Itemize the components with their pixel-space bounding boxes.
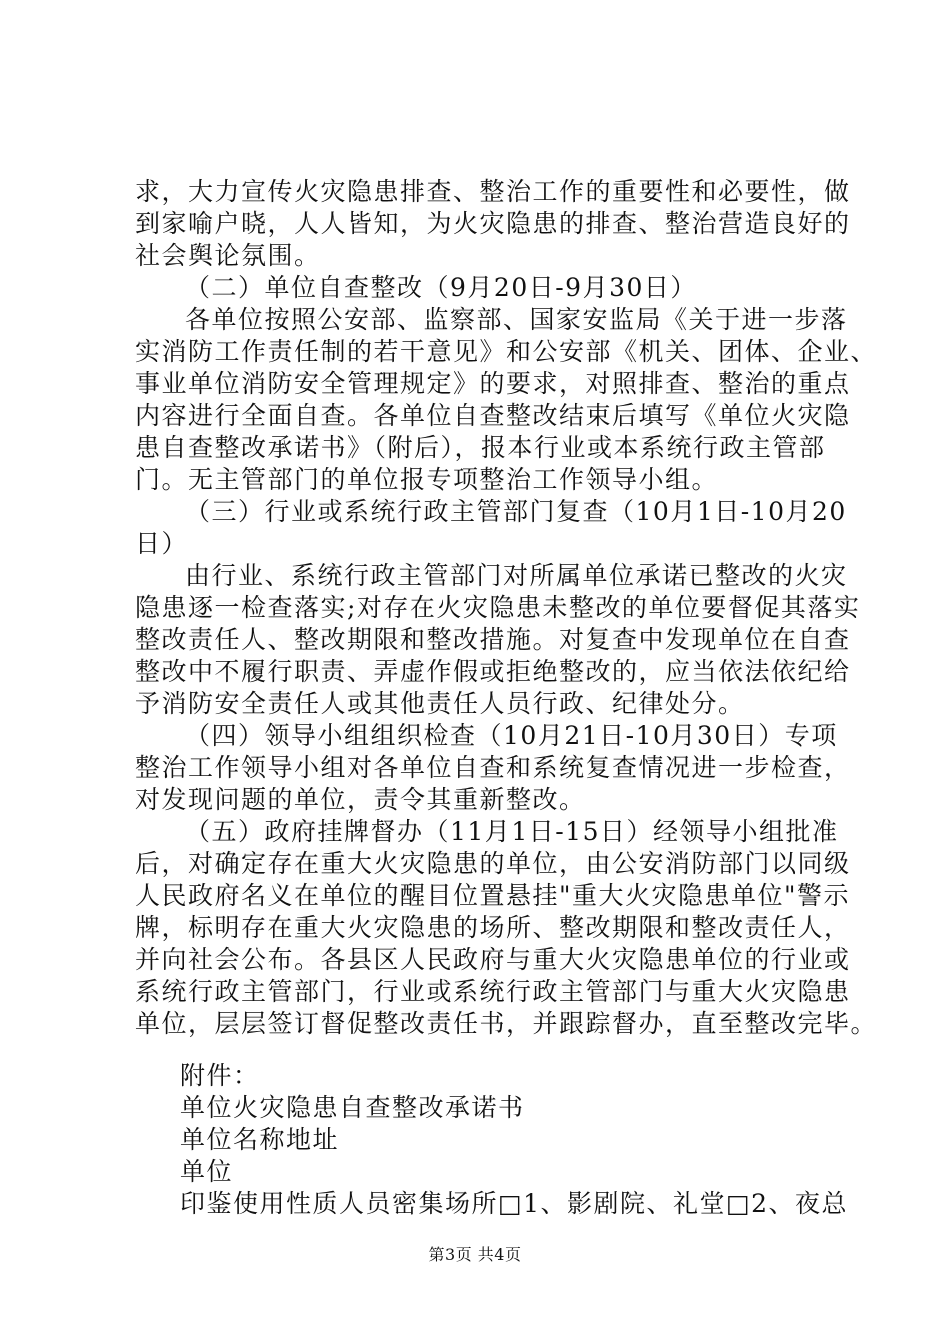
text-line: 实消防工作责任制的若干意见》和公安部《机关、团体、企业、 [135, 337, 878, 366]
text-line: 求，大力宣传火灾隐患排查、整治工作的重要性和必要性，做 [135, 177, 851, 206]
text-line: 社会舆论氛围。 [135, 241, 321, 270]
text-line: 门。无主管部门的单位报专项整治工作领导小组。 [135, 465, 719, 494]
text-line: 整改中不履行职责、弄虚作假或拒绝整改的，应当依法依纪给 [135, 657, 851, 686]
text-line: 事业单位消防安全管理规定》的要求，对照排查、整治的重点 [135, 369, 851, 398]
attachment-title: 单位火灾隐患自查整改承诺书 [180, 1093, 525, 1122]
text-line: 由行业、系统行政主管部门对所属单位承诺已整改的火灾 [185, 561, 848, 590]
form-field-label: 单位名称地址 [180, 1125, 340, 1154]
text-line: 后，对确定存在重大火灾隐患的单位，由公安消防部门以同级 [135, 849, 851, 878]
text-line: 对发现问题的单位，责令其重新整改。 [135, 785, 586, 814]
form-field-label: 印鉴使用性质人员密集场所□1、影剧院、礼堂□2、夜总 [180, 1189, 849, 1218]
text-line: 内容进行全面自查。各单位自查整改结束后填写《单位火灾隐 [135, 401, 851, 430]
text-line: 整治工作领导小组对各单位自查和系统复查情况进一步检查， [135, 753, 851, 782]
text-line: 予消防安全责任人或其他责任人员行政、纪律处分。 [135, 689, 745, 718]
text-line: 到家喻户晓，人人皆知，为火灾隐患的排查、整治营造良好的 [135, 209, 851, 238]
attachment-label: 附件： [180, 1061, 260, 1090]
section-heading: （四）领导小组组织检查（10月21日-10月30日）专项 [185, 721, 838, 750]
text-line: 单位，层层签订督促整改责任书，并跟踪督办，直至整改完毕。 [135, 1009, 878, 1038]
text-line: 整改责任人、整改期限和整改措施。对复查中发现单位在自查 [135, 625, 851, 654]
text-line: 隐患逐一检查落实;对存在火灾隐患未整改的单位要督促其落实 [135, 593, 861, 622]
text-line: 人民政府名义在单位的醒目位置悬挂"重大火灾隐患单位"警示 [135, 881, 851, 910]
section-heading: （三）行业或系统行政主管部门复查（10月1日-10月20 [185, 497, 847, 526]
form-field-label: 单位 [180, 1157, 234, 1186]
text-line: 牌，标明存在重大火灾隐患的场所、整改期限和整改责任人， [135, 913, 851, 942]
text-line: 并向社会公布。各县区人民政府与重大火灾隐患单位的行业或 [135, 945, 851, 974]
section-heading: （二）单位自查整改（9月20日-9月30日） [185, 273, 697, 302]
text-line: 系统行政主管部门，行业或系统行政主管部门与重大火灾隐患 [135, 977, 851, 1006]
page-number: 第3页 共4页 [428, 1245, 522, 1264]
text-line: 各单位按照公安部、监察部、国家安监局《关于进一步落 [185, 305, 848, 334]
section-heading: （五）政府挂牌督办（11月1日-15日）经领导小组批准 [185, 817, 839, 846]
text-line: 日） [135, 529, 189, 558]
text-line: 患自查整改承诺书》（附后），报本行业或本系统行政主管部 [135, 433, 826, 462]
